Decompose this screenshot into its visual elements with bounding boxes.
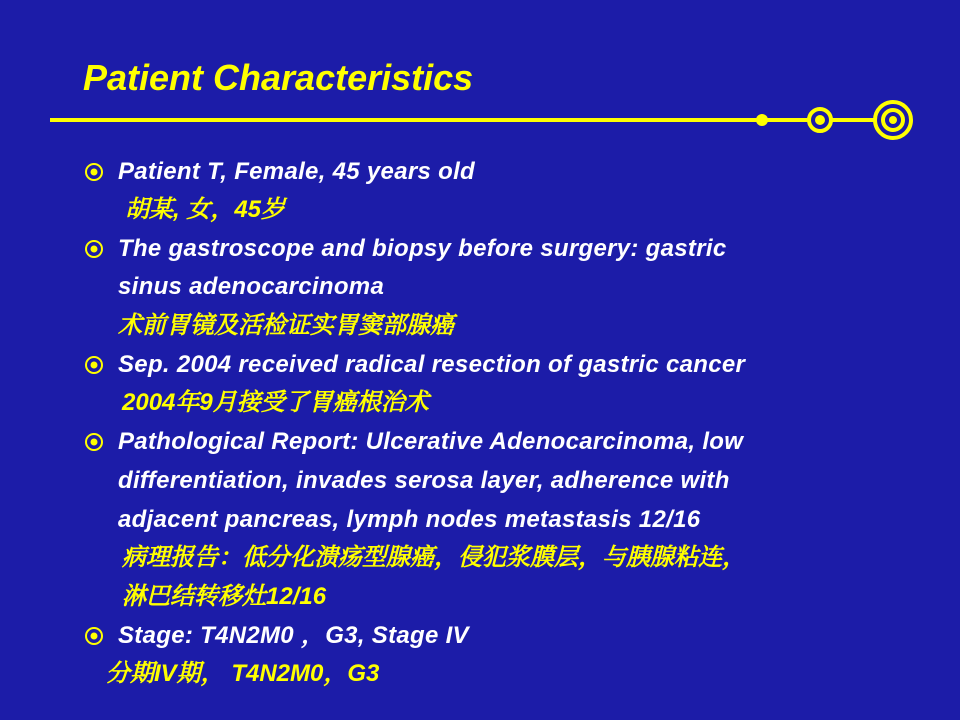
item-2-en-line-2: sinus adenocarcinoma (118, 273, 385, 300)
item-4-en-line-2: differentiation, invades serosa layer, adherence with (118, 467, 730, 494)
slide-title: Patient Characteristics (83, 57, 474, 98)
target-bullet-icon (84, 355, 104, 375)
item-4-en-line-1: Pathological Report: Ulcerative Adenocarcinoma, low (118, 428, 744, 455)
item-1-zh-line-1: 胡某, 女，45岁 (125, 196, 286, 223)
target-bullet-icon (84, 162, 104, 182)
title-divider-ornament (0, 90, 960, 150)
item-3-zh-line-1: 2004年9月接受了胃癌根治术 (122, 389, 429, 416)
divider-ring-large-center (889, 116, 897, 124)
item-4-zh-line-2: 淋巴结转移灶12/16 (122, 583, 327, 610)
divider-dot (756, 114, 768, 126)
divider-ring-medium-center (815, 115, 825, 125)
target-bullet-icon (84, 626, 104, 646)
target-bullet-icon (84, 239, 104, 259)
item-2-en-line-1: The gastroscope and biopsy before surgery: gastric (118, 235, 727, 262)
item-4-zh-line-1: 病理报告：低分化溃疡型腺癌，侵犯浆膜层，与胰腺粘连， (122, 544, 746, 571)
item-2-zh-line-1: 术前胃镜及活检证实胃窦部腺癌 (118, 312, 454, 339)
item-1-en-line-1: Patient T, Female, 45 years old (118, 158, 475, 185)
item-4-en-line-3: adjacent pancreas, lymph nodes metastasis 12/16 (118, 506, 701, 533)
item-3-en-line-1: Sep. 2004 received radical resection of gastric cancer (118, 351, 746, 378)
target-bullet-icon (84, 432, 104, 452)
item-5-zh-line-1: 分期IV期， T4N2M0，G3 (106, 660, 380, 687)
item-5-en-line-1: Stage: T4N2M0 ，G3, Stage IV (118, 622, 469, 649)
